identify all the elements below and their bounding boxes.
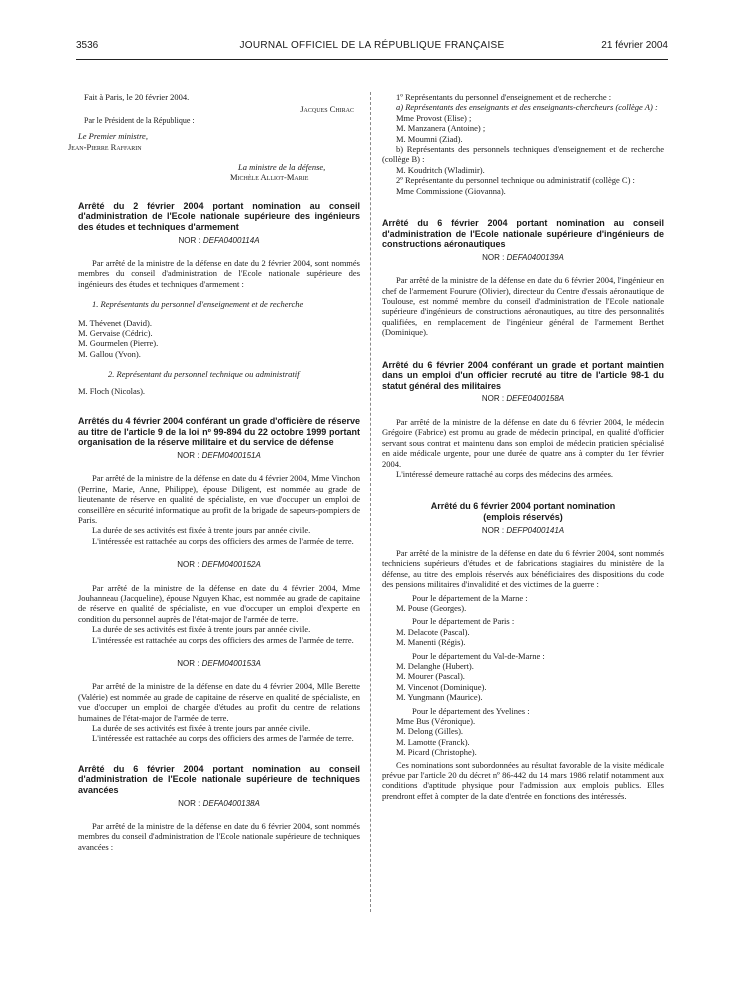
signer-ministre: Michèle Alliot-Marie xyxy=(230,172,309,183)
arrete-body: Par arrêté de la ministre de la défense en date du 6 février 2004, le médecin Grégoire (Fabrice) est promu au grade de médecin principal, en qualité d'officier servant sous contrat et maintenu dans son emploi de médecin praticien spécialisé en aide médicale urgente, pour une durée de quatre ans à compter du 1er février 2004. xyxy=(382,416,664,469)
list-item: M. Pouse (Georges). xyxy=(396,602,467,613)
page-number: 3536 xyxy=(76,40,99,51)
arrete-body: L'intéressée est rattachée au corps des officiers des armes de l'armée de terre. xyxy=(92,733,354,744)
arrete-title: Arrêté du 2 février 2004 portant nomination au conseil d'administration de l'Ecole nationale supérieure des ingénieurs des études et techniques d'armement xyxy=(78,200,360,233)
arrete-body: Par arrêté de la ministre de la défense en date du 6 février 2004, sont nommés techniciens supérieurs d'études et de fabrications stagiaires du ministère de la défense, au titre des emplois réservés aux bénéficiaires des dispositions du code des pensions militaires d'invalidité et des victimes de la guerre : xyxy=(382,547,664,590)
arrete-title: Arrêté du 6 février 2004 portant nomination au conseil d'administration de l'Ecole nationale supérieure de techniques avancées xyxy=(78,763,360,795)
list-item: M. Manzanera (Antoine) ; xyxy=(396,123,486,134)
arrete-title: Arrêté du 6 février 2004 conférant un grade et portant maintien dans un emploi d'un officier recruté au titre de l'article 98-1 du statut général des militaires xyxy=(382,359,664,391)
signer-premier-ministre: Jean-Pierre Raffarin xyxy=(68,141,142,152)
arrete-body: La durée de ses activités est fixée à trente jours par année civile. xyxy=(92,624,311,635)
issue-date: 21 février 2004 xyxy=(601,40,668,51)
department-heading: Pour le département du Val-de-Marne : xyxy=(412,650,545,661)
list-item: M. Mourer (Pascal). xyxy=(396,671,465,682)
arrete-body: Par arrêté de la ministre de la défense en date du 4 février 2004, Mlle Berette (Valérie) est nommée au grade de capitaine de réserve en qualité de spécialiste, en vue d'occuper un emploi de chargée d'études au profit du centre de relations humaines de l'état-major de l'armée de terre. xyxy=(78,681,360,723)
column-divider xyxy=(370,92,371,912)
nor-reference: NOR : DEFM0400153A xyxy=(177,658,261,668)
college-heading: a) Représentants des enseignants et des enseignants-chercheurs (collège A) : xyxy=(396,102,658,113)
arrete-body: L'intéressé demeure rattaché au corps des médecins des armées. xyxy=(396,468,614,479)
list-item: M. Floch (Nicolas). xyxy=(78,385,146,396)
list-item: M. Lamotte (Franck). xyxy=(396,736,470,747)
department-heading: Pour le département de Paris : xyxy=(412,616,515,627)
college-heading: 1º Représentants du personnel d'enseignement et de recherche : xyxy=(396,92,612,102)
nor-reference: NOR : DEFM0400151A xyxy=(177,450,261,460)
par-president: Par le Président de la République : xyxy=(84,115,195,125)
list-item: M. Delacote (Pascal). xyxy=(396,626,470,637)
arrete-title: Arrêtés du 4 février 2004 conférant un grade d'officière de réserve au titre de l'article 9 de la loi nº 99-894 du 22 octobre 1999 portant organisation de la réserve militaire et du service de défense xyxy=(78,416,360,448)
college-heading: 2º Représentante du personnel technique ou administratif (collège C) : xyxy=(396,175,635,186)
journal-title: JOURNAL OFFICIEL DE LA RÉPUBLIQUE FRANÇAISE xyxy=(239,40,505,51)
name-list xyxy=(78,318,360,360)
arrete-body: La durée de ses activités est fixée à trente jours par année civile. xyxy=(92,525,311,536)
list-item: M. Moumni (Ziad). xyxy=(396,133,463,144)
list-item: Mme Commissione (Giovanna). xyxy=(396,185,506,196)
nor-reference: NOR : DEFM0400152A xyxy=(177,560,261,570)
list-item: M. Yungmann (Maurice). xyxy=(396,692,483,703)
right-column xyxy=(382,92,664,801)
list-item: M. Gallou (Yvon). xyxy=(78,348,141,359)
list-item: Mme Bus (Véronique). xyxy=(396,716,476,726)
list-item: M. Delong (Gilles). xyxy=(396,726,464,737)
arrete-body: Par arrêté de la ministre de la défense en date du 4 février 2004, Mme Vinchon (Perrine, Marie, Anne, Philippe), épouse Diligent, est nommée au grade de lieutenante de réserve en qualité de spécialiste, en vue d'occuper un emploi de conseillère en sécurité informatique au profit de la brigade de sapeurs-pompiers de Paris. xyxy=(78,473,360,525)
ministre-defense-label: La ministre de la défense, xyxy=(238,162,326,173)
list-item: M. Koudritch (Wladimir). xyxy=(396,164,485,175)
arrete-body: Ces nominations sont subordonnées au résultat favorable de la visite médicale prévue par l'article 20 du décret nº 86-442 du 14 mars 1986 relatif notamment aux conditions d'aptitude physique pour l'admission aux emplois publics. Elles prendront effet à compter de la date d'entrée en fonctions des intéressés. xyxy=(382,759,664,801)
list-item: M. Gervaise (Cédric). xyxy=(78,328,153,339)
signature-place-date: Fait à Paris, le 20 février 2004. xyxy=(84,92,190,102)
list-item: M. Delanghe (Hubert). xyxy=(396,660,474,671)
header-rule xyxy=(76,59,668,60)
list-item: Mme Provost (Elise) ; xyxy=(396,112,472,123)
list-item: M. Vincenot (Dominique). xyxy=(396,681,487,692)
department-heading: Pour le département de la Marne : xyxy=(412,592,528,603)
page-header xyxy=(76,40,668,56)
nor-reference: NOR : DEFA0400139A xyxy=(482,252,564,262)
list-item: M. Manenti (Régis). xyxy=(396,637,466,648)
arrete-title: Arrêté du 6 février 2004 portant nomination au conseil d'administration de l'Ecole nationale supérieure d'ingénieurs de constructions aéronautiques xyxy=(382,218,664,250)
signer-president: Jacques Chirac xyxy=(300,104,354,115)
arrete-body: Par arrêté de la ministre de la défense en date du 6 février 2004, sont nommés membres du conseil d'administration de l'Ecole nationale supérieure de techniques avancées : xyxy=(78,821,360,852)
premier-ministre-label: Le Premier ministre, xyxy=(78,131,148,142)
arrete-body: La durée de ses activités est fixée à trente jours par année civile. xyxy=(92,723,311,733)
arrete-title: Arrêté du 6 février 2004 portant nomination (emplois réservés) xyxy=(430,501,616,522)
left-column xyxy=(68,92,360,852)
arrete-body: L'intéressée est rattachée au corps des officiers des armes de l'armée de terre. xyxy=(92,535,354,546)
list-item: M. Thévenet (David). xyxy=(78,317,152,328)
nor-reference: NOR : DEFA0400114A xyxy=(178,235,260,245)
arrete-body: Par arrêté de la ministre de la défense en date du 4 février 2004, Mme Jouhanneau (Jacqueline), épouse Nguyen Khac, est nommée au grade de capitaine de réserve en qualité de spécialiste, en vue d'occuper un emploi d'experte en condition du personnel auprès de l'état-major de l'armée de terre. xyxy=(78,582,360,624)
college-heading: b) Représentants des personnels techniques d'enseignement et de recherche (collège B) : xyxy=(382,144,664,165)
list-item: M. Gourmelen (Pierre). xyxy=(78,338,159,349)
nor-reference: NOR : DEFE0400158A xyxy=(481,394,565,404)
arrete-body: L'intéressée est rattachée au corps des officiers des armes de l'armée de terre. xyxy=(92,634,354,645)
arrete-body: Par arrêté de la ministre de la défense en date du 2 février 2004, sont nommés membres du conseil d'administration de l'Ecole nationale supérieure des ingénieurs des études et techniques d'armement : xyxy=(78,258,360,289)
list-item: M. Picard (Christophe). xyxy=(396,747,477,758)
nor-reference: NOR : DEFA0400138A xyxy=(178,798,260,808)
arrete-body: Par arrêté de la ministre de la défense en date du 6 février 2004, l'ingénieur en chef de l'armement Fourure (Olivier), directeur du Centre d'essais aéronautique de Toulouse, est nommé membre du conseil d'administration de l'Ecole nationale supérieure d'ingénieurs de constructions aéronautiques, au titre des personnalités qualifiées, en remplacement de l'ingénieur général de l'armement Berthet (Dominique). xyxy=(382,275,664,338)
nor-reference: NOR : DEFP0400141A xyxy=(481,525,565,535)
section-heading: 2. Représentant du personnel technique ou administratif xyxy=(108,369,300,380)
section-heading: 1. Représentants du personnel d'enseignement et de recherche xyxy=(92,299,304,310)
department-heading: Pour le département des Yvelines : xyxy=(412,705,530,716)
